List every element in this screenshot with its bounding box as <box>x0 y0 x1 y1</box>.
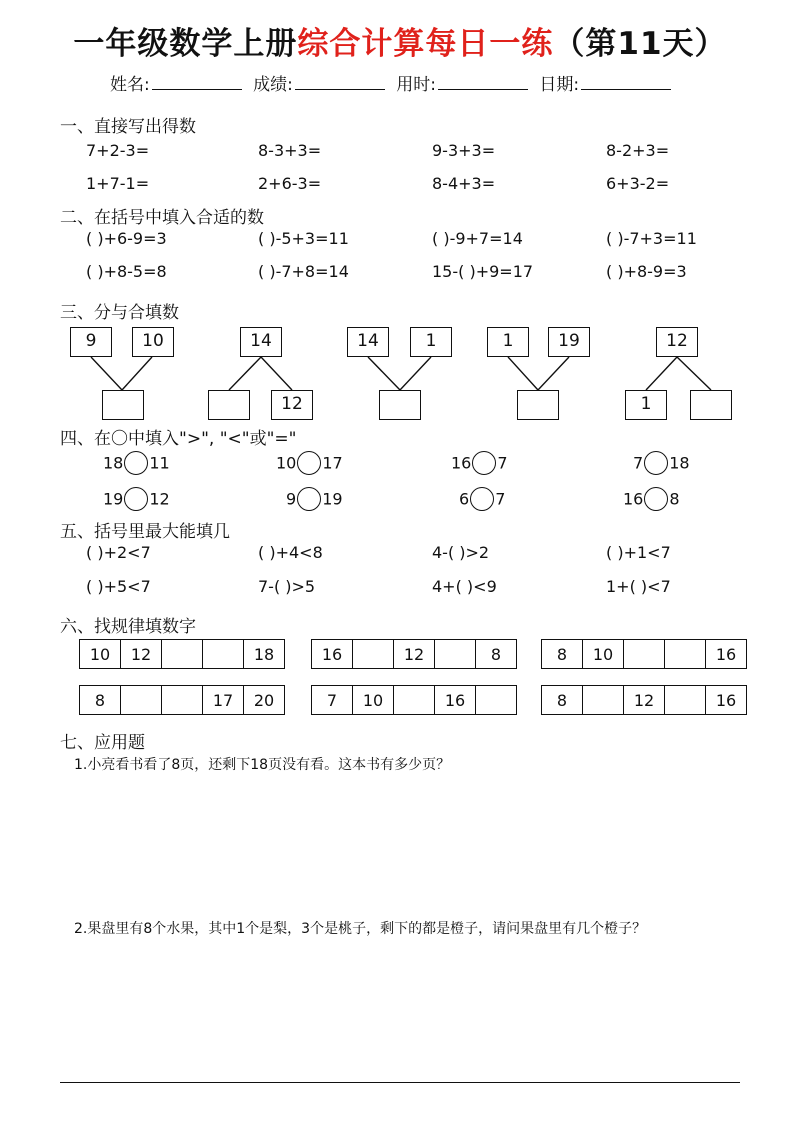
problem: 4-( )>2 <box>432 543 490 562</box>
problem: 1+7-1= <box>86 174 150 193</box>
compare-circle[interactable] <box>124 487 148 511</box>
title-black: 一年级数学上册 <box>73 26 298 62</box>
section5-title: 五、括号里最大能填几 <box>60 522 230 542</box>
seq-cell: 8 <box>542 686 583 715</box>
seq-blank-cell[interactable] <box>353 640 394 669</box>
sequence-table <box>311 685 517 715</box>
problem: ( )+8-9=3 <box>606 262 687 281</box>
section2-title: 二、在括号中填入合适的数 <box>60 208 264 228</box>
score-label: 成绩: <box>253 75 293 95</box>
problem: ( )-5+3=11 <box>258 229 349 248</box>
seq-cell: 10 <box>353 686 394 715</box>
problem: ( )+6-9=3 <box>86 229 167 248</box>
answer-box[interactable] <box>517 390 559 420</box>
compare-circle[interactable] <box>470 487 494 511</box>
bottom-divider <box>60 1082 740 1083</box>
number-box: 1 <box>625 390 667 420</box>
sequence-table <box>311 639 517 669</box>
problem: 4+( )<9 <box>432 577 497 596</box>
seq-cell: 16 <box>706 640 747 669</box>
name-label: 姓名: <box>110 75 150 95</box>
problem: 15-( )+9=17 <box>432 262 534 281</box>
seq-blank-cell[interactable] <box>583 686 624 715</box>
compare-circle[interactable] <box>297 487 321 511</box>
compare-item: 9 19 <box>286 487 343 511</box>
answer-box[interactable] <box>208 390 250 420</box>
seq-cell: 16 <box>312 640 353 669</box>
seq-cell: 16 <box>435 686 476 715</box>
number-box: 10 <box>132 327 174 357</box>
title-red: 综合计算每日一练 <box>297 26 554 62</box>
compare-item: 16 7 <box>451 451 508 475</box>
seq-cell: 8 <box>476 640 517 669</box>
seq-blank-cell[interactable] <box>665 640 706 669</box>
problem: 8-4+3= <box>432 174 496 193</box>
problem: 8-3+3= <box>258 141 322 160</box>
compare-item: 6 7 <box>459 487 505 511</box>
number-box: 12 <box>656 327 698 357</box>
problem: ( )+1<7 <box>606 543 671 562</box>
problem: 7+2-3= <box>86 141 150 160</box>
seq-cell: 12 <box>624 686 665 715</box>
number-box: 1 <box>410 327 452 357</box>
compare-circle[interactable] <box>644 487 668 511</box>
problem: ( )+4<8 <box>258 543 323 562</box>
word-problem-2: 2.果盘里有8个水果，其中1个是梨，3个是桃子，剩下的都是橙子，请问果盘里有几个橙子？ <box>74 921 647 937</box>
problem: 7-( )>5 <box>258 577 316 596</box>
sequence-table <box>541 685 747 715</box>
seq-cell: 20 <box>244 686 285 715</box>
section3-title: 三、分与合填数 <box>60 303 179 323</box>
number-box: 1 <box>487 327 529 357</box>
problem: 6+3-2= <box>606 174 670 193</box>
compare-item: 16 8 <box>623 487 680 511</box>
compare-circle[interactable] <box>644 451 668 475</box>
seq-blank-cell[interactable] <box>203 640 244 669</box>
problem: 2+6-3= <box>258 174 322 193</box>
compare-item: 10 17 <box>276 451 343 475</box>
sequence-table <box>79 685 285 715</box>
seq-cell: 10 <box>583 640 624 669</box>
compare-circle[interactable] <box>124 451 148 475</box>
sequence-table <box>79 639 285 669</box>
number-box: 14 <box>240 327 282 357</box>
compare-circle[interactable] <box>297 451 321 475</box>
problem: ( )-7+3=11 <box>606 229 697 248</box>
seq-cell: 10 <box>80 640 121 669</box>
problem: ( )+8-5=8 <box>86 262 167 281</box>
answer-box[interactable] <box>379 390 421 420</box>
seq-cell: 17 <box>203 686 244 715</box>
seq-blank-cell[interactable] <box>121 686 162 715</box>
seq-blank-cell[interactable] <box>665 686 706 715</box>
answer-box[interactable] <box>102 390 144 420</box>
answer-box[interactable] <box>690 390 732 420</box>
seq-cell: 12 <box>121 640 162 669</box>
section7-title: 七、应用题 <box>60 733 145 753</box>
seq-cell: 12 <box>394 640 435 669</box>
seq-cell: 16 <box>706 686 747 715</box>
compare-item: 18 11 <box>103 451 170 475</box>
seq-blank-cell[interactable] <box>162 640 203 669</box>
compare-item: 7 18 <box>633 451 690 475</box>
seq-blank-cell[interactable] <box>476 686 517 715</box>
word-problem-1: 1.小亮看书看了8页，还剩下18页没有看。这本书有多少页？ <box>74 757 451 773</box>
problem: ( )+5<7 <box>86 577 151 596</box>
seq-cell: 18 <box>244 640 285 669</box>
sequence-table <box>541 639 747 669</box>
date-label: 日期: <box>539 75 580 95</box>
number-box: 12 <box>271 390 313 420</box>
title-suffix: （第11天） <box>553 26 727 62</box>
seq-blank-cell[interactable] <box>394 686 435 715</box>
section6-title: 六、找规律填数字 <box>60 617 196 637</box>
problem: ( )+2<7 <box>86 543 151 562</box>
split-lines <box>0 0 800 440</box>
number-box: 9 <box>70 327 112 357</box>
section4-title: 四、在〇中填入">", "<"或"=" <box>60 429 297 449</box>
seq-blank-cell[interactable] <box>624 640 665 669</box>
number-box: 19 <box>548 327 590 357</box>
seq-cell: 8 <box>80 686 121 715</box>
problem: ( )-7+8=14 <box>258 262 349 281</box>
problem: 8-2+3= <box>606 141 670 160</box>
section1-title: 一、直接写出得数 <box>60 117 196 137</box>
compare-circle[interactable] <box>472 451 496 475</box>
seq-cell: 8 <box>542 640 583 669</box>
seq-cell: 7 <box>312 686 353 715</box>
seq-blank-cell[interactable] <box>162 686 203 715</box>
number-box: 14 <box>347 327 389 357</box>
seq-blank-cell[interactable] <box>435 640 476 669</box>
problem: ( )-9+7=14 <box>432 229 523 248</box>
problem: 9-3+3= <box>432 141 496 160</box>
problem: 1+( )<7 <box>606 577 671 596</box>
time-label: 用时: <box>396 75 437 95</box>
compare-item: 19 12 <box>103 487 170 511</box>
